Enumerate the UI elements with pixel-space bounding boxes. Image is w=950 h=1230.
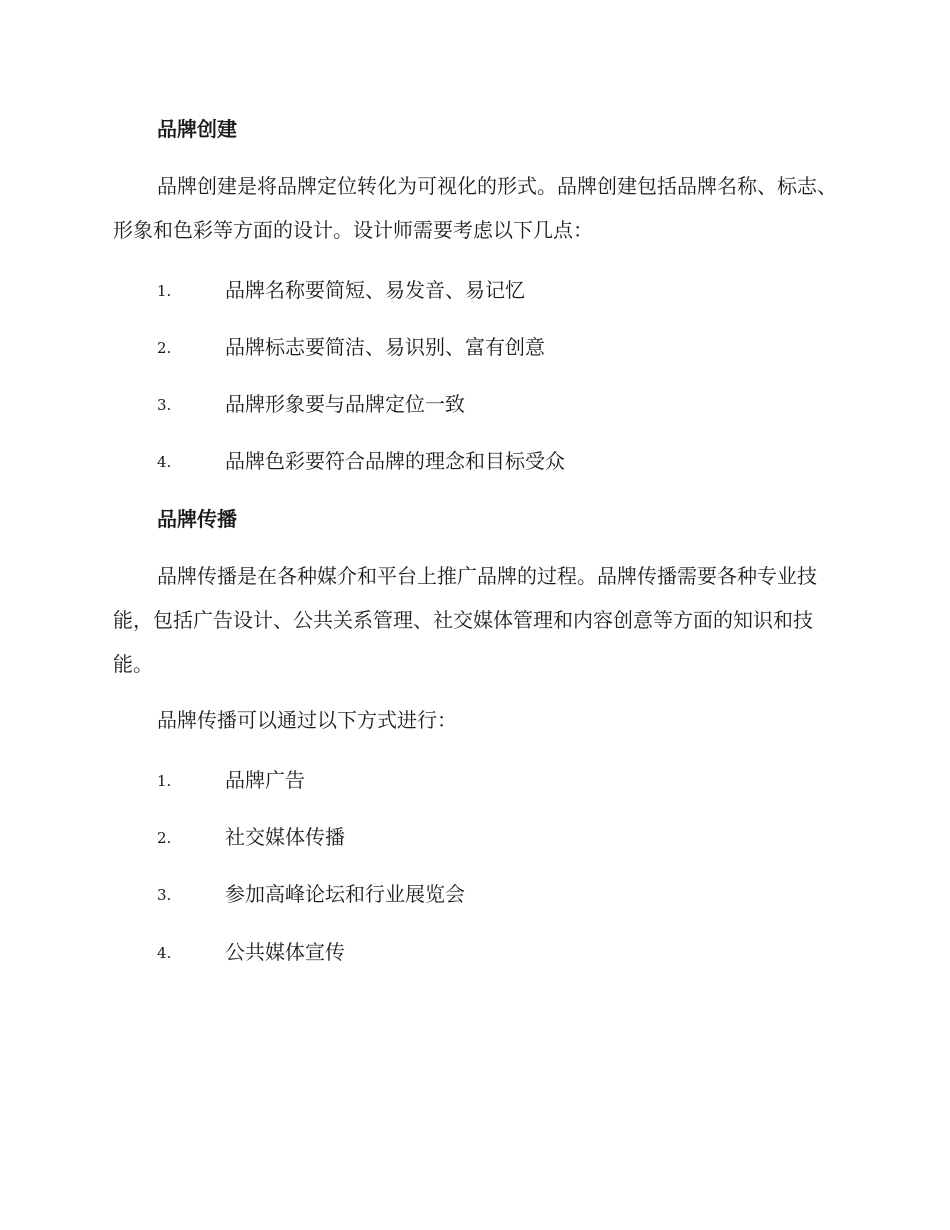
list-text: 品牌广告 — [225, 768, 305, 792]
list-number: 1. — [157, 282, 172, 300]
list-number: 4. — [157, 453, 172, 471]
list-text: 社交媒体传播 — [225, 825, 345, 849]
list-number: 2. — [157, 339, 172, 357]
list-text: 品牌标志要简洁、易识别、富有创意 — [225, 335, 545, 359]
list-number: 3. — [157, 396, 172, 414]
brand-creation-paragraph: 品牌创建是将品牌定位转化为可视化的形式。品牌创建包括品牌名称、标志、形象和色彩等方面的设计。设计师需要考虑以下几点： — [113, 174, 837, 242]
list-number: 1. — [157, 772, 172, 790]
section-heading-brand-creation: 品牌创建 — [157, 117, 237, 141]
section-heading-brand-communication: 品牌传播 — [157, 507, 237, 531]
list-text: 参加高峰论坛和行业展览会 — [225, 882, 465, 906]
list-number: 4. — [157, 944, 172, 962]
list-number: 3. — [157, 886, 172, 904]
list-text: 品牌形象要与品牌定位一致 — [225, 392, 465, 416]
list-text: 品牌色彩要符合品牌的理念和目标受众 — [225, 449, 565, 473]
list-number: 2. — [157, 829, 172, 847]
brand-communication-paragraph: 品牌传播是在各种媒介和平台上推广品牌的过程。品牌传播需要各种专业技能，包括广告设计、公共关系管理、社交媒体管理和内容创意等方面的知识和技能。 — [113, 564, 817, 676]
brand-communication-lead: 品牌传播可以通过以下方式进行： — [157, 708, 457, 732]
list-text: 公共媒体宣传 — [225, 940, 345, 964]
list-text: 品牌名称要简短、易发音、易记忆 — [225, 278, 525, 302]
